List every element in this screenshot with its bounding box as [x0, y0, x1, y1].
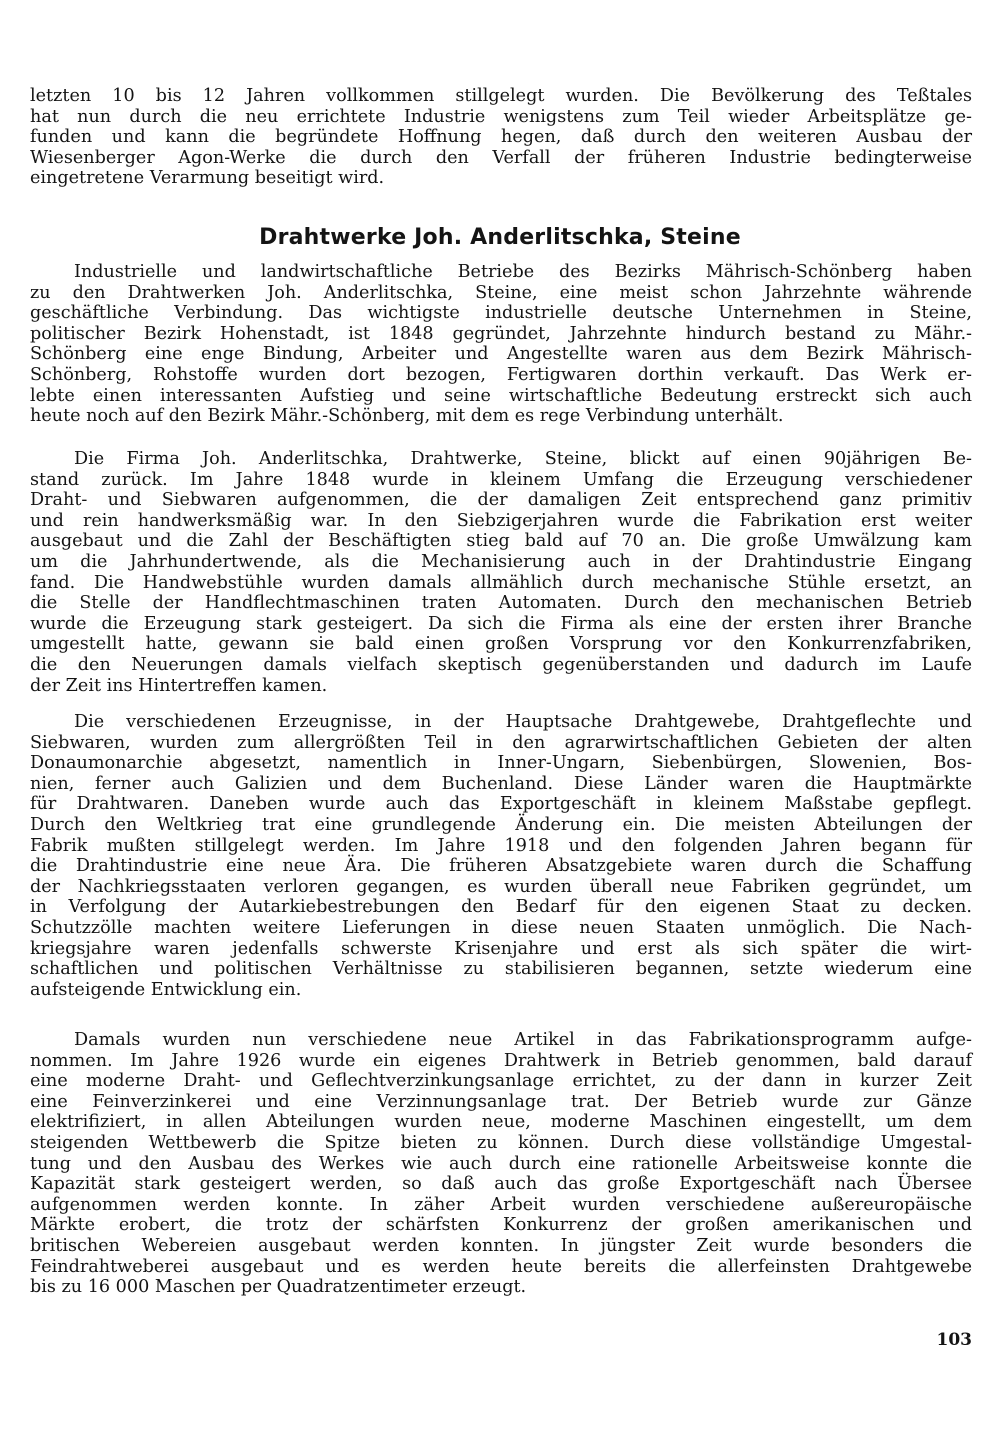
text-line: Schutzzölle machten weitere Lieferungen in diese neuen Staaten unmöglich. Die Nach- — [30, 917, 972, 938]
text-line: in Verfolgung der Autarkiebestrebungen den Bedarf für den eigenen Staat zu decken. — [30, 897, 972, 918]
text-line: der Zeit ins Hintertreffen kamen. — [30, 675, 328, 696]
text-line: die Drahtindustrie eine neue Ära. Die früheren Absatzgebiete waren durch die Schaffung — [30, 856, 972, 877]
text-line: heute noch auf den Bezirk Mähr.-Schönberg, mit dem es rege Verbindung unterhält. — [30, 406, 784, 427]
text-line: wurde die Erzeugung stark gesteigert. Da sich die Firma als eine der ersten ihrer Branche — [30, 613, 972, 634]
text-line: Industrielle und landwirtschaftliche Betriebe des Bezirks Mährisch-Schönberg haben — [74, 262, 972, 282]
text-line: eine moderne Draht- und Geflechtverzinkungsanlage errichtet, zu der dann in kurzer Zeit — [30, 1071, 972, 1092]
text-line: zu den Drahtwerken Joh. Anderlitschka, Steine, eine meist schon Jahrzehnte währende — [30, 282, 972, 303]
text-line: ausgebaut und die Zahl der Beschäftigten stieg bald auf 70 an. Die große Umwälzung kam — [30, 531, 972, 552]
text-line: schaftlichen und politischen Verhältnisse zu stabilisieren begannen, setzte wiederum eine — [30, 959, 972, 980]
section-heading: Drahtwerke Joh. Anderlitschka, Steine — [259, 225, 741, 250]
text-line: Durch den Weltkrieg trat eine grundlegende Änderung ein. Die meisten Abteilungen der — [30, 814, 972, 835]
paragraph-4 — [30, 1030, 972, 1298]
text-line: Schönberg, Rohstoffe wurden dort bezogen, Fertigwaren dorthin verkauft. Das Werk er- — [30, 364, 972, 385]
text-line: steigenden Wettbewerb die Spitze bieten zu können. Durch diese vollständige Umgestal- — [30, 1132, 972, 1153]
text-line: Wiesenberger Agon-Werke die durch den Verfall der früheren Industrie bedingterweise — [30, 147, 972, 168]
text-line: nommen. Im Jahre 1926 wurde ein eigenes Drahtwerk in Betrieb genommen, bald darauf — [30, 1050, 972, 1071]
text-line: geschäftliche Verbindung. Das wichtigste industrielle deutsche Unternehmen in Steine, — [30, 303, 972, 324]
text-line: Damals wurden nun verschiedene neue Artikel in das Fabrikationsprogramm aufge- — [74, 1030, 972, 1050]
top-paragraph — [30, 86, 972, 189]
text-line: Kapazität stark gesteigert werden, so daß auch das große Exportgeschäft nach Übersee — [30, 1174, 972, 1195]
text-line: elektrifiziert, in allen Abteilungen wurden neue, moderne Maschinen eingestellt, um dem — [30, 1112, 972, 1133]
text-line: britischen Webereien ausgebaut werden konnten. In jüngster Zeit wurde besonders die — [30, 1235, 972, 1256]
text-line: aufgenommen werden konnte. In zäher Arbeit wurden verschiedene außereuropäische — [30, 1194, 972, 1215]
text-line: lebte einen interessanten Aufstieg und seine wirtschaftliche Bedeutung erstreckt sich auch — [30, 385, 972, 406]
text-line: eine Feinverzinkerei und eine Verzinnungsanlage trat. Der Betrieb wurde zur Gänze — [30, 1091, 972, 1112]
text-line: Die Firma Joh. Anderlitschka, Drahtwerke, Steine, blickt auf einen 90jährigen Be- — [74, 449, 972, 469]
text-line: Feindrahtweberei ausgebaut und es werden heute bereits die allerfeinsten Drahtgewebe — [30, 1256, 972, 1277]
text-line: hat nun durch die neu errichtete Industrie wenigstens zum Teil wieder Arbeitsplätze ge- — [30, 106, 972, 127]
text-line: Draht- und Siebwaren aufgenommen, die der damaligen Zeit entsprechend ganz primitiv — [30, 490, 972, 511]
text-line: funden und kann die begründete Hoffnung hegen, daß durch den weiteren Ausbau der — [30, 127, 972, 148]
paragraph-1 — [30, 262, 972, 427]
text-line: politischer Bezirk Hohenstadt, ist 1848 gegründet, Jahrzehnte hindurch bestand zu Mähr.- — [30, 323, 972, 344]
text-line: und rein handwerksmäßig war. In den Siebzigerjahren wurde die Fabrikation erst weiter — [30, 510, 972, 531]
text-line: um die Jahrhundertwende, als die Mechanisierung auch in der Drahtindustrie Eingang — [30, 551, 972, 572]
text-line: Siebwaren, wurden zum allergrößten Teil in den agrarwirtschaftlichen Gebieten der alten — [30, 732, 972, 753]
text-line: die Stelle der Handflechtmaschinen traten Automaten. Durch den mechanischen Betrieb — [30, 593, 972, 614]
text-line: nien, ferner auch Galizien und dem Buchenland. Diese Länder waren die Hauptmärkte — [30, 773, 972, 794]
text-line: die den Neuerungen damals vielfach skeptisch gegenüberstanden und dadurch im Laufe — [30, 654, 972, 675]
text-line: stand zurück. Im Jahre 1848 wurde in kleinem Umfang die Erzeugung verschiedener — [30, 469, 972, 490]
page-number: 103 — [936, 1330, 972, 1350]
text-line: umgestellt hatte, gewann sie bald einen großen Vorsprung vor den Konkurrenzfabriken, — [30, 634, 972, 655]
text-line: Märkte erobert, die trotz der schärfsten Konkurrenz der großen amerikanischen und — [30, 1215, 972, 1236]
text-line: eingetretene Verarmung beseitigt wird. — [30, 168, 385, 189]
text-line: für Drahtwaren. Daneben wurde auch das Exportgeschäft in kleinem Maßstabe gepflegt. — [30, 794, 972, 815]
text-line: fand. Die Handwebstühle wurden damals allmählich durch mechanische Stühle ersetzt, an — [30, 572, 972, 593]
text-line: tung und den Ausbau des Werkes wie auch durch eine rationelle Arbeitsweise konnte die — [30, 1153, 972, 1174]
paragraph-2 — [30, 449, 972, 696]
paragraph-3 — [30, 712, 972, 1000]
text-line: letzten 10 bis 12 Jahren vollkommen stillgelegt wurden. Die Bevölkerung des Teßtales — [30, 86, 972, 106]
text-line: Die verschiedenen Erzeugnisse, in der Hauptsache Drahtgewebe, Drahtgeflechte und — [74, 712, 972, 732]
text-line: der Nachkriegsstaaten verloren gegangen, es wurden überall neue Fabriken gegründet, um — [30, 876, 972, 897]
text-line: bis zu 16 000 Maschen per Quadratzentimeter erzeugt. — [30, 1277, 527, 1298]
text-line: Schönberg eine enge Bindung, Arbeiter und Angestellte waren aus dem Bezirk Mährisch- — [30, 344, 972, 365]
text-line: Donaumonarchie abgesetzt, namentlich in Inner-Ungarn, Siebenbürgen, Slowenien, Bos- — [30, 753, 972, 774]
text-line: kriegsjahre waren jedenfalls schwerste Krisenjahre und erst als sich später die wirt- — [30, 938, 972, 959]
text-line: aufsteigende Entwicklung ein. — [30, 979, 302, 1000]
text-line: Fabrik mußten stillgelegt werden. Im Jahre 1918 und den folgenden Jahren begann für — [30, 835, 972, 856]
